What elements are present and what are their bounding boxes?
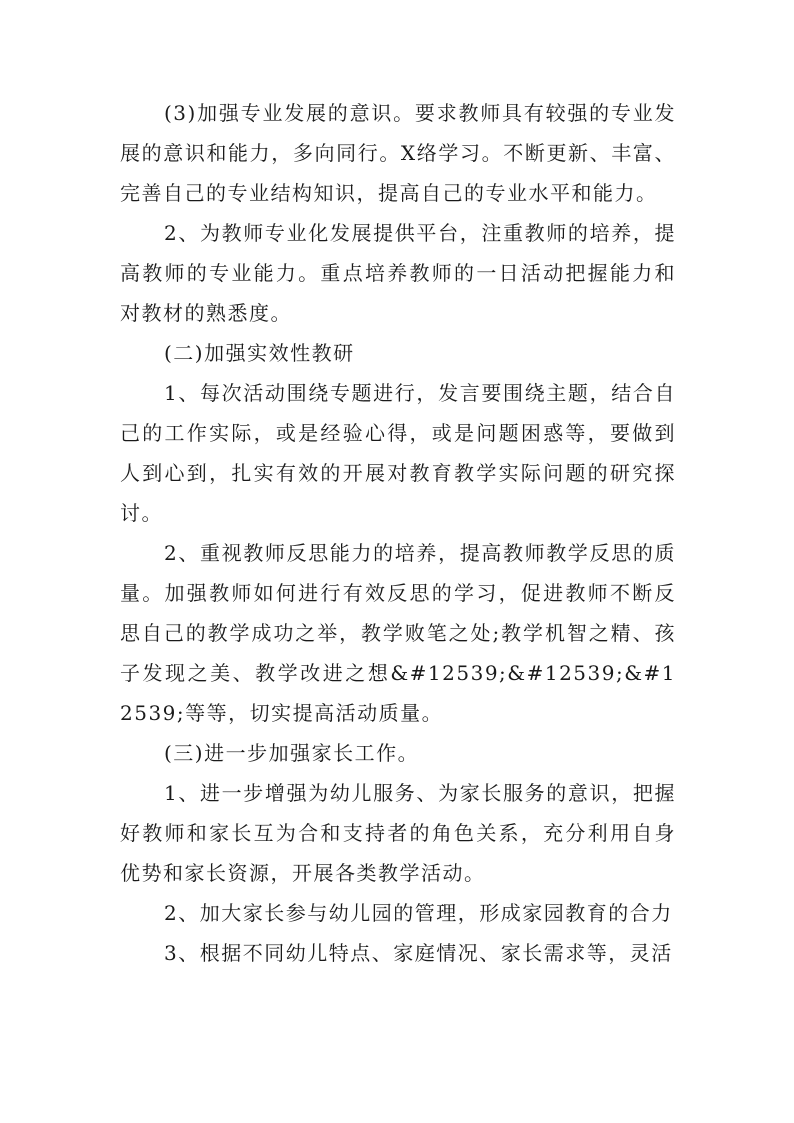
document-body xyxy=(120,93,676,973)
paragraph-reflection-ability: 2、重视教师反思能力的培养，提高教师教学反思的质量。加强教师如何进行有效反思的学习，促进教师不断反思自己的教学成功之举，教学败笔之处;教学机智之精、孩子发现之美、教学改进之想&#12539;&#12539;&#12539;等等，切实提高活动质量。 xyxy=(120,541,676,725)
paragraph-flexible-approach: 3、根据不同幼儿特点、家庭情况、家长需求等，灵活 xyxy=(164,941,673,965)
section-heading-teaching-research: (二)加强实效性教研 xyxy=(164,341,355,365)
paragraph-service-awareness: 1、进一步增强为幼儿服务、为家长服务的意识，把握好教师和家长互为合和支持者的角色关系，充分利用自身优势和家长资源，开展各类教学活动。 xyxy=(120,781,676,885)
paragraph-development-platform: 2、为教师专业化发展提供平台，注重教师的培养，提高教师的专业能力。重点培养教师的一日活动把握能力和对教材的熟悉度。 xyxy=(120,221,676,325)
paragraph-activity-topics: 1、每次活动围绕专题进行，发言要围绕主题，结合自己的工作实际，或是经验心得，或是问题困惑等，要做到人到心到，扎实有效的开展对教育教学实际问题的研究探讨。 xyxy=(120,381,676,525)
section-heading-parent-work: (三)进一步加强家长工作。 xyxy=(164,741,420,765)
paragraph-professional-awareness: (3)加强专业发展的意识。要求教师具有较强的专业发展的意识和能力，多向同行。X络学习。不断更新、丰富、完善自己的专业结构知识，提高自己的专业水平和能力。 xyxy=(120,101,676,205)
paragraph-parent-participation: 2、加大家长参与幼儿园的管理，形成家园教育的合力 xyxy=(164,901,673,925)
